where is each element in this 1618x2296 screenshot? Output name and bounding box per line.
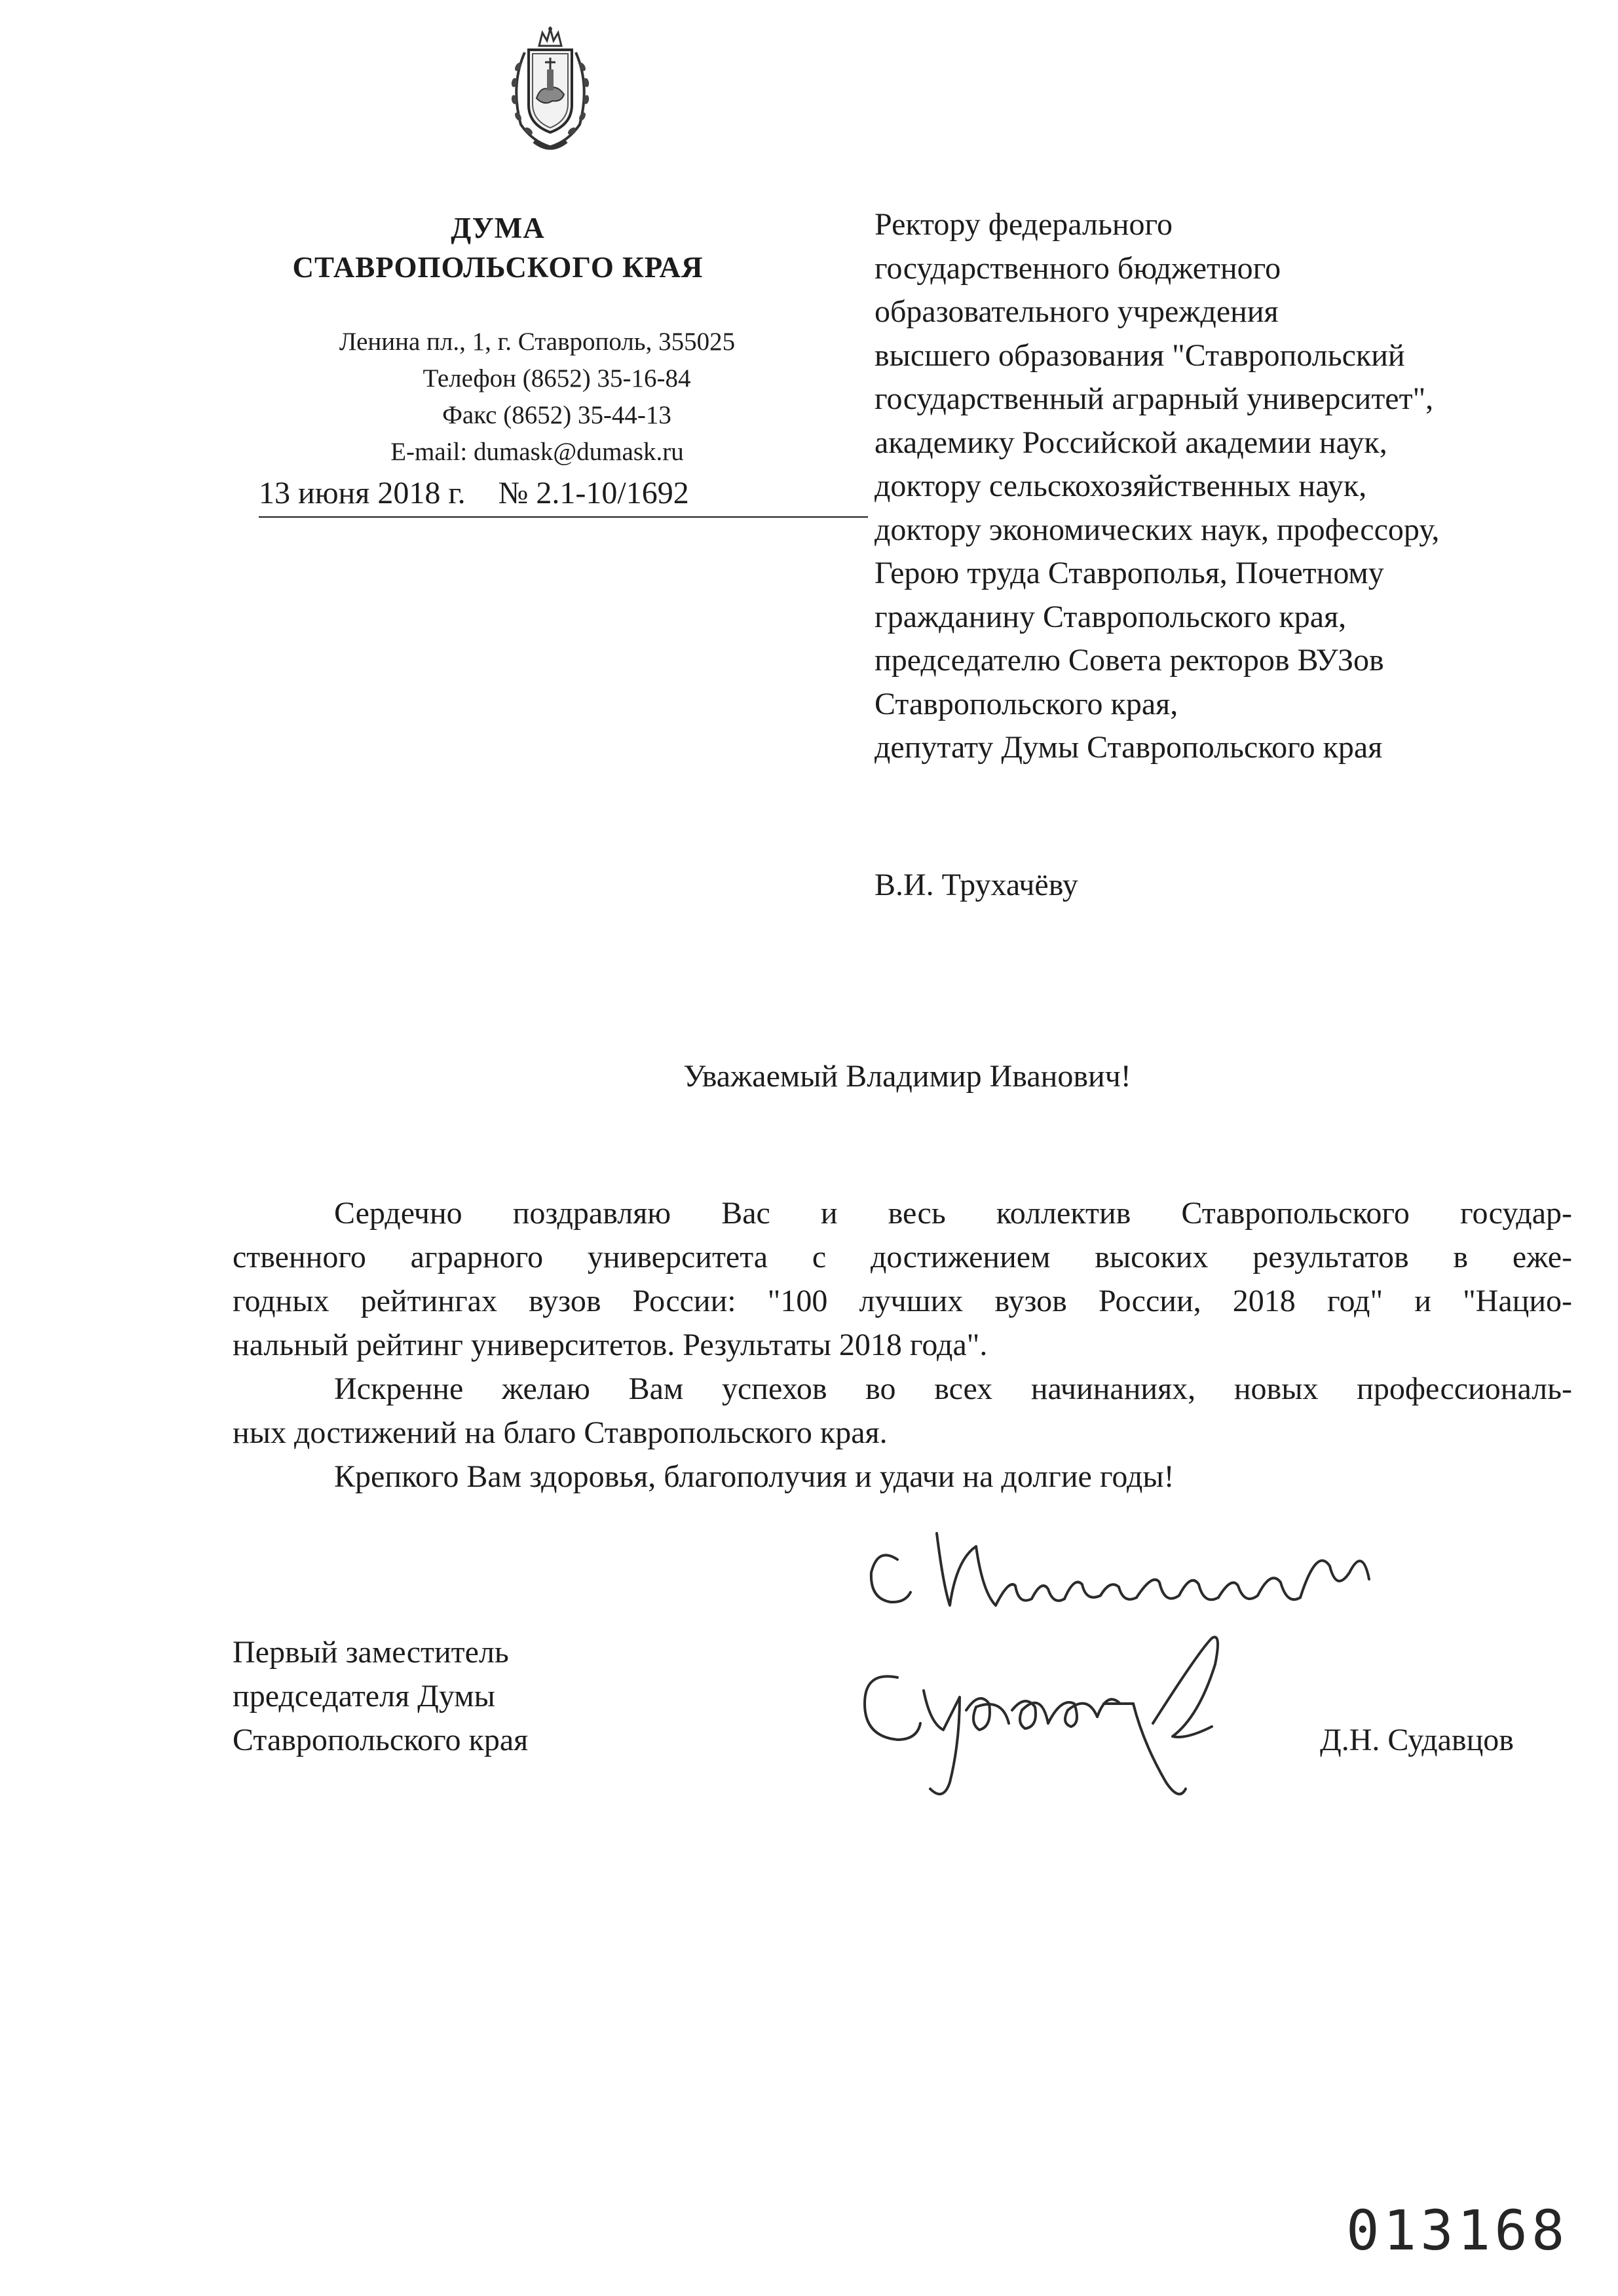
body-line: Крепкого Вам здоровья, благополучия и удачи на долгие годы! [334,1459,1175,1494]
addressee-line: государственного бюджетного [875,250,1281,286]
addressee-line: образовательного учреждения [875,294,1279,329]
addressee-line: Ректору федерального [875,207,1173,242]
signer-position [233,1630,528,1762]
letterhead-contacts [288,324,786,470]
org-address: Ленина пл., 1, г. Ставрополь, 355025 [339,328,736,356]
registration-line [259,470,868,518]
registration-number: № 2.1-10/1692 [498,476,689,510]
letter-date: 13 июня 2018 г. [259,476,466,510]
addressee-line: доктору экономических наук, профессору, [875,512,1440,547]
signer-position-line: Ставропольского края [233,1723,529,1757]
signer-name: Д.Н. Судавцов [1320,1723,1514,1757]
org-phone: Телефон (8652) 35-16-84 [423,364,691,392]
body-line: годных рейтингах вузов России: "100 лучших вузов России, 2018 год" и "Нацио- [233,1284,1572,1318]
body-line: Сердечно поздравляю Вас и весь коллектив Ставропольского государ- [334,1196,1572,1231]
addressee-line: Герою труда Ставрополья, Почетному [875,556,1384,590]
signer-position-line: председателя Думы [233,1679,495,1713]
org-email: E-mail: dumask@dumask.ru [390,438,684,466]
addressee-line: председателю Совета ректоров ВУЗов [875,643,1384,678]
document-serial-number: 013168 [1346,2198,1569,2263]
signer-position-line: Первый заместитель [233,1635,509,1670]
addressee-name: В.И. Трухачёву [875,868,1078,902]
body-line: ственного аграрного университета с достижением высоких результатов в еже- [233,1240,1572,1274]
addressee-line: государственный аграрный университет", [875,381,1434,416]
addressee-line: доктору сельскохозяйственных наук, [875,469,1367,503]
org-line-2: СТАВРОПОЛЬСКОГО КРАЯ [292,251,704,284]
addressee-line: депутату Думы Ставропольского края [875,730,1383,765]
salutation-text: Уважаемый Владимир Иванович! [683,1059,1131,1094]
organization-name [288,208,707,287]
handwritten-signature [845,1507,1487,1822]
addressee-line: академику Российской академии наук, [875,425,1387,460]
addressee-line: гражданину Ставропольского края, [875,599,1347,634]
addressee-block [875,203,1595,770]
addressee-line: Ставропольского края, [875,686,1178,721]
letter-body [233,1191,1572,1499]
salutation [0,1055,1618,1098]
stavropol-krai-coat-of-arms-icon [501,26,599,157]
addressee-line: высшего образования "Ставропольский [875,337,1405,373]
body-line: ных достижений на благо Ставропольского края. [233,1415,888,1450]
org-fax: Факс (8652) 35-44-13 [442,401,671,429]
body-line: нальный рейтинг университетов. Результаты 2018 года". [233,1328,988,1362]
body-line: Искренне желаю Вам успехов во всех начинаниях, новых профессиональ- [334,1371,1572,1406]
org-line-1: ДУМА [451,212,545,244]
